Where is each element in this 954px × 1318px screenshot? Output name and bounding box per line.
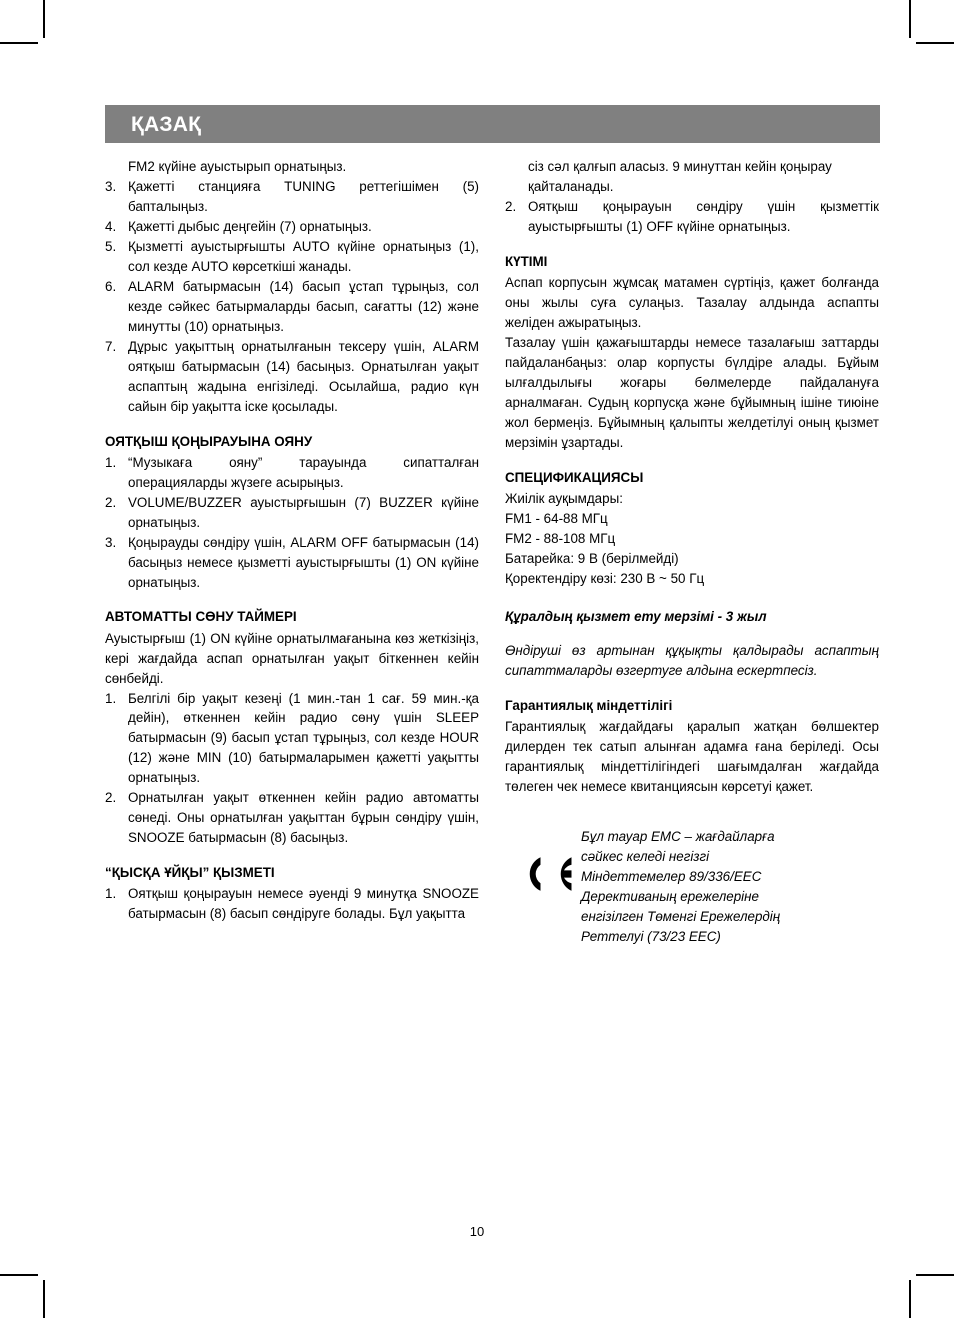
spec-line: FM1 - 64-88 МГц	[505, 510, 608, 526]
crop-mark-top-right-vertical	[909, 0, 911, 38]
list-item	[105, 237, 479, 277]
list-item	[105, 453, 479, 493]
warranty-text: Гарантиялық жағдайдағы қаралып жатқан бөлшектер дилерден тек сатып алынған адамға ғана беріледі. Осы гарантиялық міндеттілігіндегі шағымдалған жағдайда төлеген чек немесе квитанциясын көрсетуі қажет.	[505, 718, 879, 794]
crop-mark-bottom-right-horizontal	[916, 1274, 954, 1276]
list-item-number: 2.	[505, 198, 517, 214]
list-item-number: 4.	[105, 218, 117, 234]
ce-text-line: Міндеттемелер 89/336/EEC	[581, 868, 762, 884]
list-item-text: Оятқыш қоңырауын сөндіру үшін қызметтік ауыстырғышты (1) OFF күйіне орнатыңыз.	[528, 198, 879, 234]
language-title: ҚАЗАҚ	[131, 112, 202, 136]
list-item-number: 6.	[105, 278, 117, 294]
crop-mark-top-left-vertical	[43, 0, 45, 38]
list-item	[505, 197, 879, 237]
snooze-steps-continued	[505, 197, 879, 237]
section-heading-sleep-timer: АВТОМАТТЫ СӨНУ ТАЙМЕРІ	[105, 609, 297, 625]
list-item-text: Қажетті дыбыс деңгейін (7) орнатыңыз.	[128, 218, 372, 234]
crop-mark-top-right-horizontal	[916, 42, 954, 44]
list-item-text: Дұрыс уақыттың орнатылғанын тексеру үшін, ALARM оятқыш батырмасын (14) басыңыз. Орнатылған уақыт аспаптың жадына енгізіледі. Осылайша, радио күн сайын бір уақытта іске қосылады.	[128, 338, 479, 414]
section-heading-care: КҮТІМІ	[505, 253, 548, 269]
language-header-bar	[105, 105, 880, 143]
ce-text-line: сәйкес келеді негізгі	[581, 848, 710, 864]
radio-setup-steps	[105, 177, 479, 417]
ce-text-line: Бұл тауар ЕМС – жағдайларға	[581, 828, 775, 844]
list-item-number: 3.	[105, 534, 117, 550]
list-item-text: Белгілі бір уақыт кезеңі (1 мин.-тан 1 сағ. 59 мин.-қа дейін), өткеннен кейін радио сөну үшін SLEEP батырмасын (9) басып ұстап тұрыңыз, сол кезде HOUR (12) және MIN (10) батырмаларымен қажетті уақытты орнатыңыз.	[128, 690, 479, 786]
list-item	[105, 337, 479, 417]
list-item-number: 1.	[105, 886, 117, 902]
spec-line: FM2 - 88-108 МГц	[505, 530, 616, 546]
list-item-number: 3.	[105, 178, 117, 194]
list-item-number: 7.	[105, 338, 117, 354]
page-number: 10	[469, 1224, 485, 1239]
ce-text-line: Дерективаның ережелеріне	[581, 889, 759, 905]
list-item-text: Қоңырауды сөндіру үшін, ALARM OFF батырмасын (14) басыңыз немесе қызметті ауыстырғышты (1) ON күйіне орнатыңыз.	[128, 534, 479, 590]
list-item-text: Қызметті ауыстырғышты AUTO күйіне орнатыңыз (1), сол кезде AUTO көрсеткіші жанады.	[128, 238, 479, 274]
manufacturer-disclaimer: Өндіруші өз артынан құқықты қалдырады аспаптың сипаттмаларды өзгертуге алдына ескертпесіз.	[505, 642, 879, 678]
list-item	[105, 884, 479, 924]
ce-compliance-text	[581, 827, 780, 948]
list-item-number: 1.	[105, 454, 117, 470]
list-item-number: 5.	[105, 238, 117, 254]
list-item	[105, 788, 479, 848]
list-item-number: 2.	[105, 494, 117, 510]
list-item	[105, 177, 479, 217]
snooze-steps	[105, 884, 479, 924]
list-item-text: “Музыкаға ояну” тарауында сипатталған операцияларды жүзеге асырыңыз.	[128, 454, 479, 490]
section-heading-buzzer-alarm: ОЯТҚЫШ ҚОҢЫРАУЫНА ОЯНУ	[105, 433, 313, 449]
list-item-text: Оятқыш қоңырауын немесе әуенді 9 минутқа SNOOZE батырмасын (8) басып сөндіруге болады. Бұл уақытта	[128, 886, 479, 922]
list-item	[105, 533, 479, 593]
sleep-timer-steps	[105, 689, 479, 849]
care-paragraph-2: Тазалау үшін қажағыштарды немесе тазалағыш заттарды пайдаланбаңыз: олар корпусты бүлдіре алады. Бұйым ылғалдылығы жоғары бөлмелерде пайдалануға арналмаған. Судың корпусқа және бұйымның ішіне тиюіне жол бермеңіз. Бұйымның қалыпты желдетілуі оның қызмет мерзімін ұзартады.	[505, 334, 879, 450]
list-item	[105, 217, 479, 237]
ce-text-line: енгізілген Төменгі Ережелердің	[581, 909, 781, 925]
spec-line: Жиілік ауқымдары:	[505, 490, 623, 506]
ce-text-line: Реттелуі (73/23 EEC)	[581, 929, 721, 945]
ce-mark-icon	[509, 827, 581, 895]
list-item-text: VOLUME/BUZZER ауыстырғышын (7) BUZZER күйіне орнатыңыз.	[128, 494, 479, 530]
snooze-continued-text: сіз сәл қалғып аласыз. 9 минуттан кейін қоңырау қайталанады.	[528, 159, 832, 194]
list-item-text: Орнатылған уақыт өткеннен кейін радио автоматты сөнеді. Оны орнатылған уақыттан бұрын сөндіру үшін, SNOOZE батырмасын (8) басыңыз.	[128, 790, 479, 846]
list-item	[105, 689, 479, 789]
section-heading-specifications: СПЕЦИФИКАЦИЯСЫ	[505, 469, 644, 485]
care-paragraph-1: Аспап корпусын жұмсақ матамен сүртіңіз, қажет болғанда оны жылы суға сулаңыз. Тазалау алдында аспапты желіден ажыратыңыз.	[505, 274, 879, 330]
ce-compliance-block	[505, 827, 879, 948]
list-item-number: 1.	[105, 690, 117, 706]
crop-mark-bottom-left-horizontal	[0, 1274, 38, 1276]
list-item-number: 2.	[105, 790, 117, 806]
manual-page	[105, 105, 880, 947]
two-column-body	[105, 157, 880, 947]
left-column	[105, 157, 479, 947]
crop-mark-bottom-left-vertical	[43, 1280, 45, 1318]
section-heading-warranty: Гарантиялық міндеттілігі	[505, 697, 673, 713]
right-column	[505, 157, 879, 947]
crop-mark-top-left-horizontal	[0, 42, 38, 44]
continued-instruction-line: FM2 күйіне ауыстырып орнатыңыз.	[128, 159, 347, 174]
service-life-note: Құралдың қызмет ету мерзімі - 3 жыл	[505, 608, 767, 624]
list-item-text: Қажетті станцияға TUNING реттегішімен (5) бапталыңыз.	[128, 178, 479, 214]
section-heading-snooze: “ҚЫСҚА ҰЙҚЫ” ҚЫЗМЕТІ	[105, 865, 275, 881]
list-item	[105, 493, 479, 533]
list-item	[105, 277, 479, 337]
buzzer-alarm-steps	[105, 453, 479, 593]
sleep-timer-intro: Ауыстырғыш (1) ON күйіне орнатылмағанына көз жеткізіңіз, кері жағдайда аспап орнатылған уақыт біткеннен кейін сөнбейді.	[105, 630, 479, 686]
spec-line: Батарейка: 9 В (берілмейді)	[505, 550, 679, 566]
crop-mark-bottom-right-vertical	[909, 1280, 911, 1318]
list-item-text: ALARM батырмасын (14) басып ұстап тұрыңыз, сол кезде сәйкес батырмаларды басып, сағатты (12) және минутты (10) орнатыңыз.	[128, 278, 479, 334]
spec-line: Қоректендіру көзі: 230 В ~ 50 Гц	[505, 570, 705, 586]
